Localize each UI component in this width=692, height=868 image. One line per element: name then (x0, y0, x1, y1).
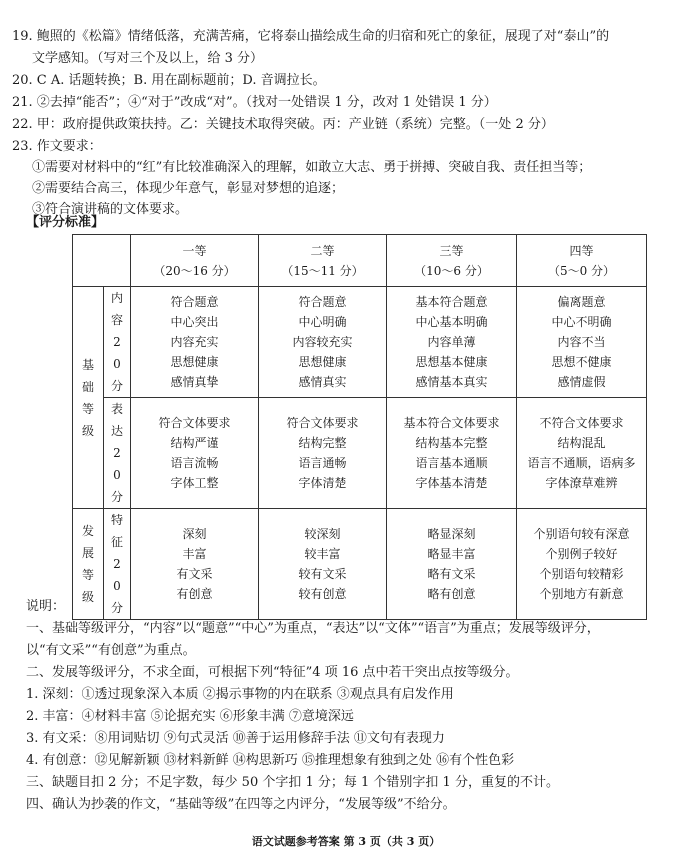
features-grade-4: 个别语句较有深意 个别例子较好 个别语句较精彩 个别地方有新意 (517, 509, 647, 620)
q22-answer: 22. 甲：政府提供政策扶持。乙：关键技术取得突破。丙：产业链（系统）完整。（一处 2 分） (12, 117, 554, 132)
development-level-label: 发展等级 (73, 509, 104, 620)
feature-literary: 3. 有文采：⑧用词贴切 ⑨句式灵活 ⑩善于运用修辞手法 ⑪文句有表现力 (26, 731, 445, 746)
content-grade-4: 偏离题意 中心不明确 内容不当 思想不健康 感情虚假 (517, 287, 647, 398)
grade-header-row (73, 235, 647, 287)
q23-title: 23. 作文要求： (12, 139, 102, 154)
content-row (73, 287, 647, 398)
scoring-table (72, 234, 647, 620)
q23-requirement-2: ②需要结合高三，体现少年意气，彰显对梦想的追逐； (32, 181, 345, 196)
content-grade-2: 符合题意 中心明确 内容较充实 思想健康 感情真实 (259, 287, 387, 398)
q19-line1: 19. 鲍照的《松篇》情绪低落，充满苦痛，它将泰山描绘成生命的归宿和死亡的象征，展现了对“泰山”的 (12, 29, 610, 44)
note-2: 二、发展等级评分，不求全面，可根据下列“特征”4 项 16 点中若干突出点按等级分。 (26, 665, 519, 680)
note-3: 三、缺题目扣 2 分；不足字数，每少 50 个字扣 1 分；每 1 个错别字扣 1 分，重复的不计。 (26, 775, 559, 790)
note-4: 四、确认为抄袭的作文，“基础等级”在四等之内评分，“发展等级”不给分。 (26, 797, 456, 812)
features-grade-2: 较深刻 较丰富 较有文采 较有创意 (259, 509, 387, 620)
note-1-line1: 一、基础等级评分，“内容”以“题意”“中心”为重点，“表达”以“文体”“语言”为重点；发展等级评分， (26, 621, 600, 636)
header-blank-cell (73, 235, 131, 287)
grade-4-header: 四等 （5～0 分） (517, 235, 647, 287)
features-row (73, 509, 647, 620)
expression-grade-1: 符合文体要求 结构严谨 语言流畅 字体工整 (131, 398, 259, 509)
q20-answer: 20. C A. 话题转换；B. 用在副标题前；D. 音调拉长。 (12, 73, 326, 88)
page-footer: 语文试题参考答案 第 3 页（共 3 页） (251, 835, 441, 848)
features-label: 特征20分 (104, 509, 131, 620)
expression-grade-3: 基本符合文体要求 结构基本完整 语言基本通顺 字体基本清楚 (387, 398, 517, 509)
feature-rich: 2. 丰富：④材料丰富 ⑤论据充实 ⑥形象丰满 ⑦意境深远 (26, 709, 354, 724)
q21-answer: 21. ②去掉“能否”；④“对于”改成“对”。（找对一处错误 1 分，改对 1 处错误 1 分） (12, 95, 497, 110)
feature-deep: 1. 深刻：①透过现象深入本质 ②揭示事物的内在联系 ③观点具有启发作用 (26, 687, 454, 702)
feature-creative: 4. 有创意：⑫见解新颖 ⑬材料新鲜 ⑭构思新巧 ⑮推理想象有独到之处 ⑯有个性色彩 (26, 753, 515, 768)
basic-level-label: 基础等级 (73, 287, 104, 509)
note-1-line2: 以“有文采”“有创意”为重点。 (26, 643, 196, 658)
expression-grade-4: 不符合文体要求 结构混乱 语言不通顺，语病多 字体潦草难辨 (517, 398, 647, 509)
features-grade-3: 略显深刻 略显丰富 略有文采 略有创意 (387, 509, 517, 620)
q19-line2: 文学感知。（写对三个及以上，给 3 分） (32, 51, 264, 66)
expression-grade-2: 符合文体要求 结构完整 语言通畅 字体清楚 (259, 398, 387, 509)
expression-label: 表达20分 (104, 398, 131, 509)
grade-2-header: 二等 （15～11 分） (259, 235, 387, 287)
expression-row (73, 398, 647, 509)
content-grade-1: 符合题意 中心突出 内容充实 思想健康 感情真挚 (131, 287, 259, 398)
grade-1-header: 一等 （20～16 分） (131, 235, 259, 287)
content-label: 内容20分 (104, 287, 131, 398)
grade-3-header: 三等 （10～6 分） (387, 235, 517, 287)
notes-title: 说明： (26, 599, 66, 614)
criteria-title: 【评分标准】 (26, 215, 105, 230)
content-grade-3: 基本符合题意 中心基本明确 内容单薄 思想基本健康 感情基本真实 (387, 287, 517, 398)
q23-requirement-1: ①需要对材料中的“红”有比较准确深入的理解，如敢立大志、勇于拼搏、突破自我、责任担当等； (32, 160, 592, 175)
q23-requirement-3: ③符合演讲稿的文体要求。 (32, 202, 189, 217)
features-grade-1: 深刻 丰富 有文采 有创意 (131, 509, 259, 620)
